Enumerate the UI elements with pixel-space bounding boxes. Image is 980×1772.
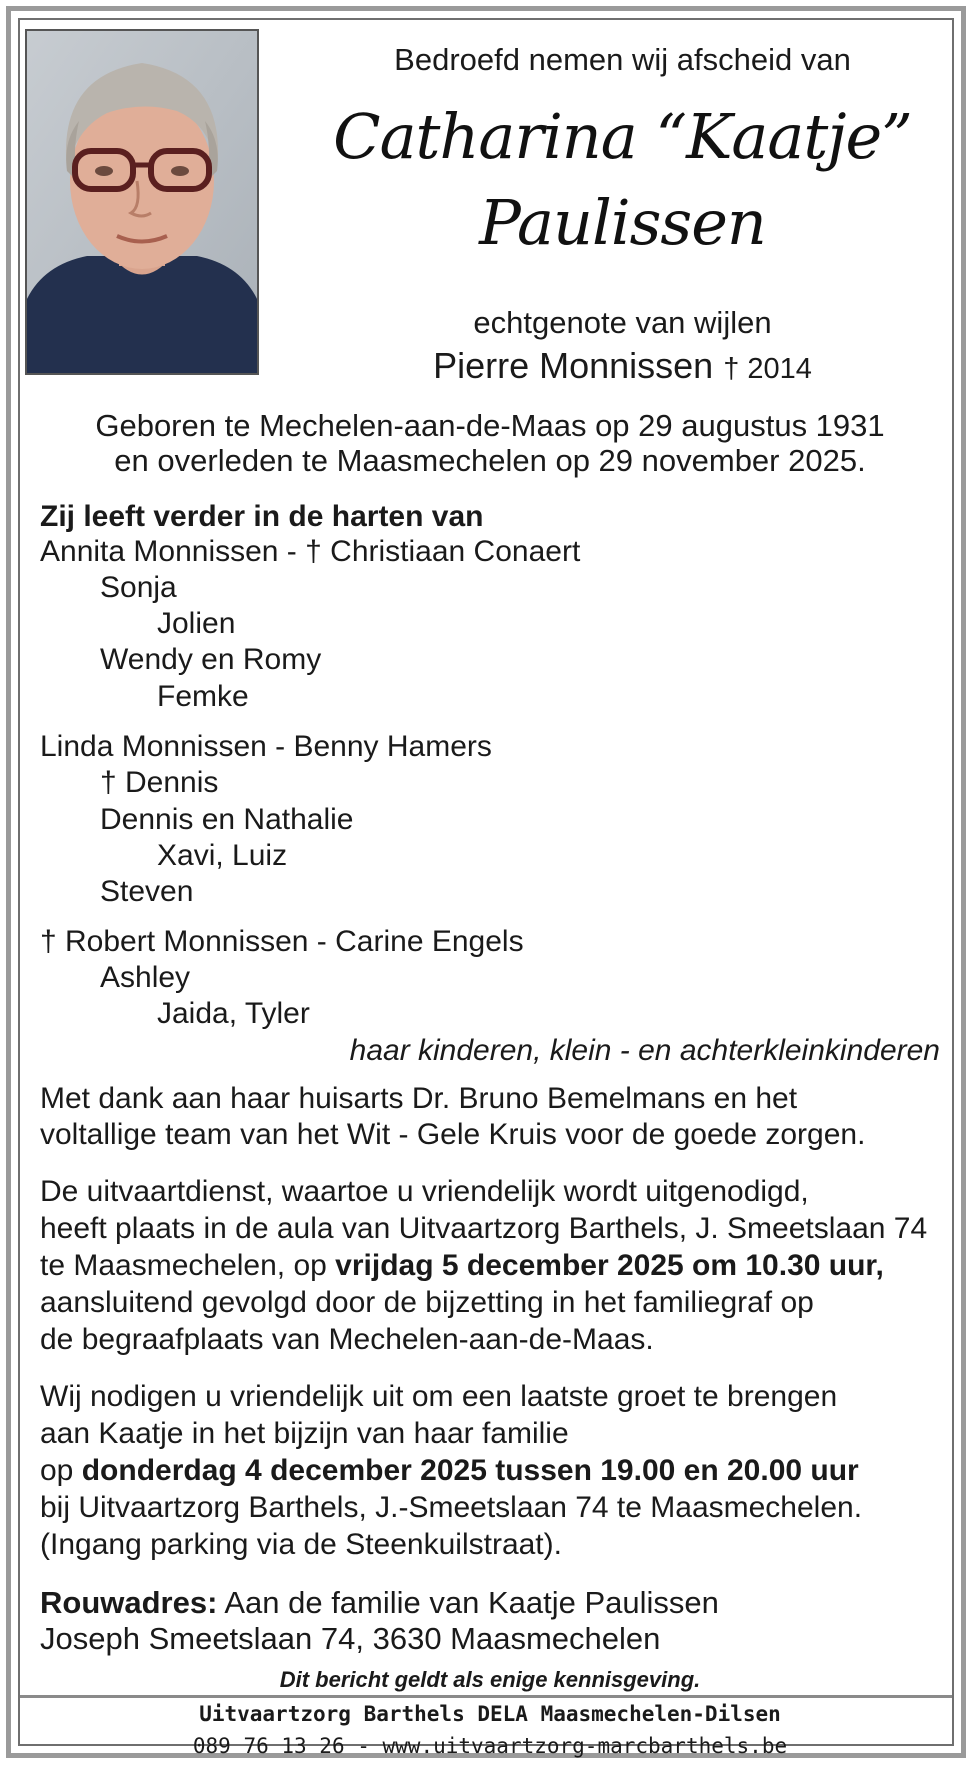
spouse-intro: echtgenote van wijlen <box>473 305 772 340</box>
family-member: † Dennis <box>100 766 219 799</box>
visit-line: bij Uitvaartzorg Barthels, J.-Smeetslaan 74 te Maasmechelen. <box>40 1491 863 1524</box>
family-member: Dennis en Nathalie <box>100 803 354 836</box>
portrait-photo <box>25 29 259 375</box>
family-member: Annita Monnissen - † Christiaan Conaert <box>40 535 581 568</box>
visit-text: op <box>40 1454 82 1487</box>
deceased-name-line1: Catharina “Kaatje” <box>333 100 912 173</box>
service-date: vrijdag 5 december 2025 om 10.30 uur, <box>335 1249 884 1282</box>
visit-line: (Ingang parking via de Steenkuilstraat). <box>40 1528 562 1561</box>
family-member: Xavi, Luiz <box>157 839 288 872</box>
service-line: De uitvaartdienst, waartoe u vriendelijk wordt uitgenodigd, <box>40 1175 809 1208</box>
address-label: Rouwadres: <box>40 1585 218 1620</box>
family-member: Steven <box>100 875 194 908</box>
deceased-name-line2: Paulissen <box>479 186 766 259</box>
family-member: Jaida, Tyler <box>157 997 310 1030</box>
family-member: Femke <box>157 680 249 713</box>
portrait-illustration <box>27 31 257 373</box>
family-member: Sonja <box>100 571 177 604</box>
family-heading: Zij leeft verder in de harten van <box>40 500 484 533</box>
footer-contact: 089 76 13 26 - www.uitvaartzorg-marcbarthels.be <box>192 1734 788 1758</box>
service-line: heeft plaats in de aula van Uitvaartzorg Barthels, J. Smeetslaan 74 <box>40 1212 928 1245</box>
family-member: Wendy en Romy <box>100 643 322 676</box>
visit-line <box>40 1454 859 1488</box>
family-member: † Robert Monnissen - Carine Engels <box>40 925 524 958</box>
family-member: Linda Monnissen - Benny Hamers <box>40 730 492 763</box>
spouse-death-year: † 2014 <box>723 353 812 385</box>
family-closing: haar kinderen, klein - en achterkleinkinderen <box>349 1034 940 1067</box>
visit-date: donderdag 4 december 2025 tussen 19.00 en 20.00 uur <box>81 1454 859 1487</box>
service-text: te Maasmechelen, op <box>40 1249 336 1282</box>
spouse-name: Pierre Monnissen <box>433 345 714 386</box>
footer-divider <box>20 1695 952 1698</box>
service-line <box>40 1249 884 1283</box>
footer-company: Uitvaartzorg Barthels DELA Maasmechelen-Dilsen <box>199 1702 781 1726</box>
service-line: aansluitend gevolgd door de bijzetting in het familiegraf op <box>40 1286 814 1319</box>
death-line: en overleden te Maasmechelen op 29 november 2025. <box>114 443 866 478</box>
thanks-line: voltallige team van het Wit - Gele Kruis voor de goede zorgen. <box>40 1118 866 1151</box>
address-recipient: Aan de familie van Kaatje Paulissen <box>217 1585 719 1620</box>
address-street: Joseph Smeetslaan 74, 3630 Maasmechelen <box>40 1621 661 1656</box>
thanks-line: Met dank aan haar huisarts Dr. Bruno Bemelmans en het <box>40 1082 798 1115</box>
family-member: Jolien <box>157 607 236 640</box>
family-member: Ashley <box>100 961 191 994</box>
intro-text: Bedroefd nemen wij afscheid van <box>394 42 851 77</box>
visit-line: aan Kaatje in het bijzijn van haar familie <box>40 1417 569 1450</box>
visit-line: Wij nodigen u vriendelijk uit om een laatste groet te brengen <box>40 1380 838 1413</box>
birth-line: Geboren te Mechelen-aan-de-Maas op 29 augustus 1931 <box>95 408 885 443</box>
address-line <box>40 1585 719 1621</box>
notice-text: Dit bericht geldt als enige kennisgeving. <box>279 1667 701 1692</box>
service-line: de begraafplaats van Mechelen-aan-de-Maas. <box>40 1323 654 1356</box>
spouse-line <box>300 345 945 387</box>
